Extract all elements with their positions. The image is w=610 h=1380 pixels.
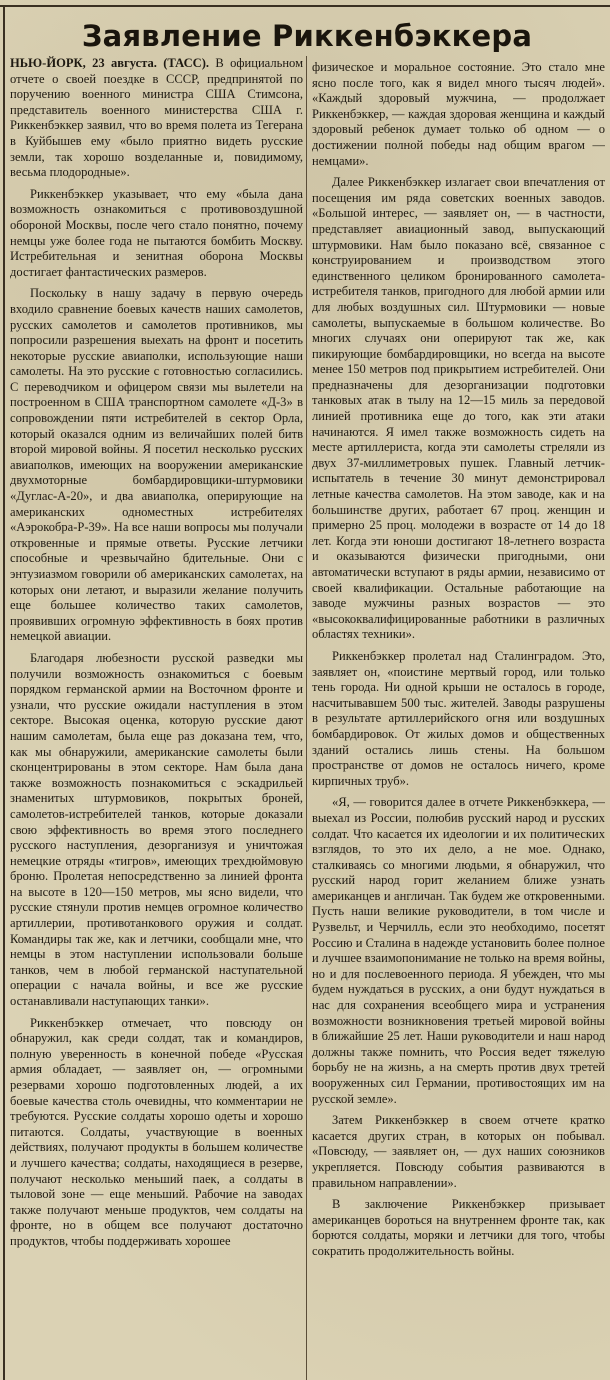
paragraph: «Я, — говорится далее в отчете Риккенбэккера, — выехал из России, полюбив русский народ и русских солдат. Что касается их идеологии и их политических взглядов, то это их дело, а не мое. Однако, сталкиваясь со многими людьми, я обнаружил, что русский народ горит желанием ближе узнать американцев и англичан. Так будем же откровенными. Пусть наши великие руководители, в том числе и Рузвельт, и Черчилль, если это необходимо, посетят Россию и Сталина в надежде установить более полное и лучшее взаимопонимание не только на время войны, но и для послевоенного периода. Я убежден, что мы будем нуждаться в русских, а они будут нуждаться в нас для сохранения всеобщего мира и устранения возможности возникновения третьей мировой войны в ближайшие 25 лет. Наши руководители и наш народ должны также помнить, что Россия ведет тяжелую борьбу не на жизнь, а на смерть против двух третей вооруженных сил Германии, противостоящих им на русской земле».: [312, 795, 605, 1106]
left-rule: [3, 5, 5, 1380]
paragraph: Риккенбэккер пролетал над Сталинградом. Это, заявляет он, «поистине мертвый город, или только тень города. Ни одной крыши не осталось в городе, насчитывавшем 500 тыс. жителей. Заводы разрушены в результате артиллерийского огня или воздушных бомбардировок. От жилых домов и общественных зданий остались лишь стены. На большом пространстве от домов не осталось ничего, кроме кирпичных труб».: [312, 648, 605, 788]
paragraph: Риккенбэккер отмечает, что повсюду он обнаружил, как среди солдат, так и командиров, полную уверенность в конечной победе «Русская армия обладает, — заявляет он, — огромными резервами хорошо подготовленных людей, а их боевые качества столь очевидны, что комментарии не требуются. Русские солдаты хорошо одеты и хорошо питаются. Солдаты, участвующие в военных действиях, получают продукты в большем количестве и лучшего качества; солдаты, находящиеся в резерве, получают несколько меньший паек, а солдаты в тыловой зоне — еще меньший. Рабочие на заводах также получают меньше продуктов, чем солдаты на фронте, но в общем все получают достаточно продуктов, чтобы поддерживать хорошее: [10, 1015, 303, 1248]
paragraph-text: В официальном отчете о своей поездке в СССР, предпринятой по поручению военного министра США Стимсона, представитель военного министерства США г. Риккенбэккер заявил, что во время полета из Тегерана в Куйбышев ему «было приятно видеть русские земли, так хорошо возделанные и, повидимому, весьма плодородные».: [10, 56, 303, 180]
left-column: [10, 56, 303, 1378]
right-column: [312, 60, 605, 1380]
paragraph: Поскольку в нашу задачу в первую очередь входило сравнение боевых качеств наших самолетов, русских самолетов и самолетов противников, мы попросили разрешения выехать на фронт и посетить некоторые русские авиаполки, использующие наши самолеты. На это русские с готовностью согласились. С переводчиком и офицером связи мы вылетели на построенном в США транспортном самолете «Д-3» в сопровождении пяти истребителей в сектор Орла, который оказался одним из величайших полей битв второй мировой войны. Я посетил несколько русских авиаполков, имеющих на вооружении американские двухмоторные бомбардировщики-штурмовики «Дуглас-А-20», и два авиаполка, оперирующие на американских одноместных истребителях «Аэрокобра-Р-39». На все наши вопросы мы получали откровенные и прямые ответы. Русские летчики способные и чрезвычайно бдительные. Они с энтузиазмом говорили об американских самолетах, на которых они летают, и выразили желание получить еще большее количество таких самолетов, проявивших огромную эффективность в боях против немецкой авиации.: [10, 286, 303, 644]
paragraph: Риккенбэккер указывает, что ему «была дана возможность ознакомиться с противовоздушной обороной Москвы, после чего стало понятно, почему немцы уже более года не пытаются бомбить Москву. Истребительная и зенитная оборона Москвы достигает фантастических размеров.: [10, 186, 303, 279]
paragraph: Затем Риккенбэккер в своем отчете кратко касается других стран, в которых он побывал. «Повсюду, — заявляет он, — дух наших союзников укрепляется. Повсюду события развиваются в правильном направлении».: [312, 1113, 605, 1190]
paragraph: физическое и моральное состояние. Это стало мне ясно после того, как я видел много тысяч людей». «Каждый здоровый мужчина, — продолжает Риккенбэккер, — каждая здоровая женщина и каждый здоровый ребенок думает только об одном — о достижении полной победы над общим врагом — немцами».: [312, 60, 605, 168]
article-headline: Заявление Риккенбэккера: [81, 19, 533, 53]
paragraph: Благодаря любезности русской разведки мы получили возможность ознакомиться с боевым порядком германской армии на Восточном фронте и узнали, что русские ожидали наступления в этом секторе. Высокая оценка, которую русские дают нашим самолетам, была еще раз доказана тем, что, как мы обнаружили, американские самолеты были сконцентрированы в этом секторе. Нам была дана также возможность познакомиться с эскадрильей знаменитых штурмовиков, покрытых броней, самолетов-истребителей танков, которые доказали свою эффективность во время этого последнего русского наступления, дезорганизуя и уничтожая немецкие отряды «тигров», имеющих трехдюймовую броню. Пролетая непосредственно за линией фронта на высоте в 120—150 метров, мы ясно видели, что русские стянули против немцев огромное количество артиллерии, противотанкового оружия и солдат. Командиры так же, как и летчики, сообщали мне, что немцы в этом наступлении использовали больше танков, чем в любой германской наступательной операции с начала войны, и все же русские останавливали наступающих танки».: [10, 650, 303, 1009]
dateline: НЬЮ-ЙОРК, 23 августа. (ТАСС).: [10, 56, 210, 70]
paragraph: В заключение Риккенбэккер призывает американцев бороться на внутреннем фронте так, как борются солдаты, моряки и летчики для того, чтобы сократить продолжительность войны.: [312, 1197, 605, 1258]
paragraph: [10, 56, 303, 181]
column-divider: [306, 56, 307, 1380]
top-rule: [0, 5, 610, 7]
paragraph: Далее Риккенбэккер излагает свои впечатления от посещения им ряда советских военных заводов. «Большой интерес, — заявляет он, — в частности, представляет авиационный завод, выпускающий штурмовики. Нам было показано всё, связанное с конструированием и производством этого единственного целиком бронированного самолета-истребителя танков, пригодного для любой армии или для любых воздушных сил. Штурмовики — новые самолеты, выпускаемые в большом количестве. Во многих случаях они оперируют так же, как пикирующие бомбардировщики, но всегда на высоте менее 150 метров под прикрытием истребителей. Они предназначены для дезорганизации подготовки танковых атак в тылу на 12—15 миль за передовой линией противника еще до того, как эти атаки начинаются. Я имел также возможность сидеть на месте артиллериста, когда эти самолеты стреляли из двух 37-миллиметровых пушек. Главный летчик-испытатель в течение 30 минут демонстрировал летные качества самолетов. На этом заводе, как и на большинстве других, работает 67 проц. женщин и примерно 25 проц. молодежи в возрасте от 14 до 18 лет. Когда эти юноши достигают 18-летнего возраста и оказываются физически пригодными, они автоматически вступают в ряды армии, независимо от своей квалификации. Остальные работающие на заводе мужчины разных возрастов — это «высококвалифицированные работники в различных областях техники».: [312, 175, 605, 642]
